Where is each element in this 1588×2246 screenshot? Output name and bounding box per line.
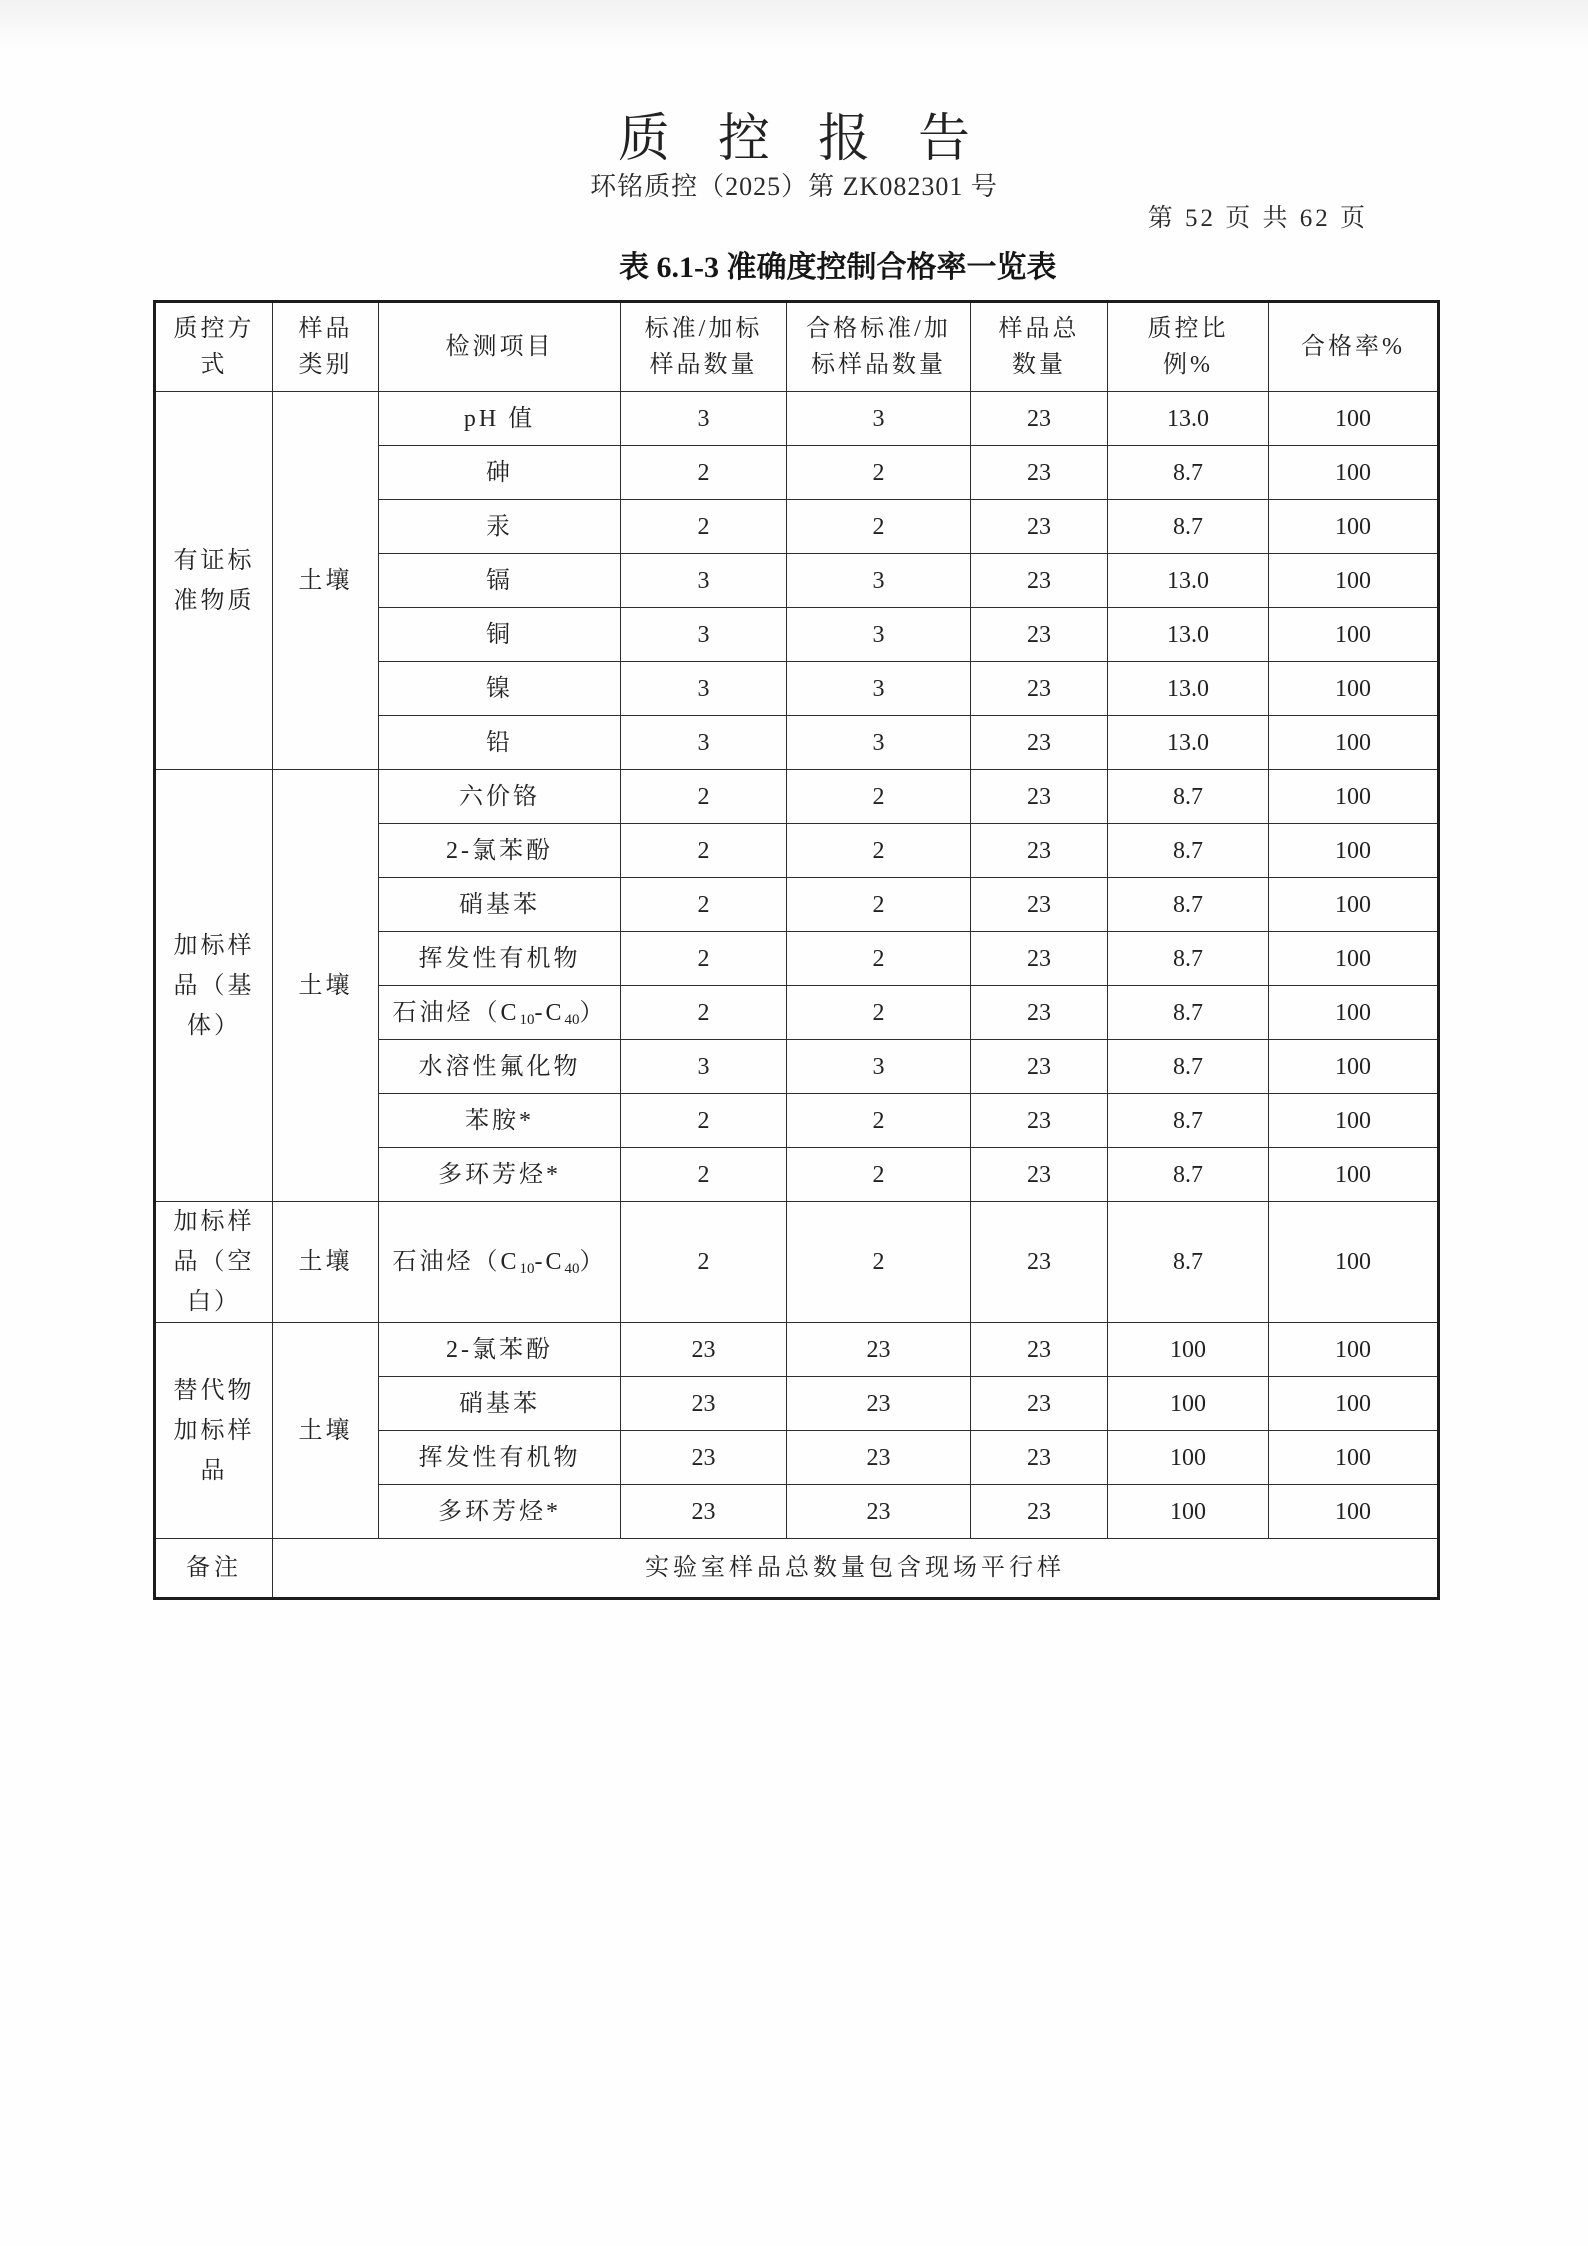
ratio-cell: 8.7 [1108, 932, 1269, 986]
pass-count-cell: 23 [787, 1323, 971, 1377]
ratio-cell: 8.7 [1108, 1094, 1269, 1148]
item-cell: 多环芳烃* [379, 1485, 621, 1539]
rate-cell: 100 [1269, 446, 1439, 500]
subscript: 10 [519, 1261, 535, 1277]
rate-cell: 100 [1269, 500, 1439, 554]
std-count-cell: 3 [621, 662, 787, 716]
header-item: 检测项目 [379, 302, 621, 392]
total-cell: 23 [971, 770, 1108, 824]
rate-cell: 100 [1269, 1094, 1439, 1148]
ratio-cell: 13.0 [1108, 392, 1269, 446]
rate-cell: 100 [1269, 554, 1439, 608]
total-cell: 23 [971, 986, 1108, 1040]
total-cell: 23 [971, 392, 1108, 446]
ratio-cell: 100 [1108, 1323, 1269, 1377]
total-cell: 23 [971, 1148, 1108, 1202]
ratio-cell: 8.7 [1108, 770, 1269, 824]
item-cell: 镍 [379, 662, 621, 716]
ratio-cell: 100 [1108, 1377, 1269, 1431]
total-cell: 23 [971, 1485, 1108, 1539]
std-count-cell: 23 [621, 1377, 787, 1431]
ratio-cell: 8.7 [1108, 1148, 1269, 1202]
page-indicator: 第 52 页 共 62 页 [1147, 205, 1368, 232]
total-cell: 23 [971, 932, 1108, 986]
pass-count-cell: 2 [787, 824, 971, 878]
header-ratio: 质控比 例% [1108, 302, 1269, 392]
header-sample-type: 样品 类别 [273, 302, 379, 392]
sample-type-cell: 土壤 [273, 770, 379, 1202]
std-count-cell: 2 [621, 878, 787, 932]
rate-cell: 100 [1269, 878, 1439, 932]
subscript: 10 [519, 1011, 535, 1028]
total-cell: 23 [971, 1431, 1108, 1485]
sample-type-cell: 土壤 [273, 392, 379, 770]
item-cell: 铅 [379, 716, 621, 770]
subscript: 40 [564, 1011, 580, 1028]
remark-label: 备注 [155, 1539, 273, 1599]
report-number: 环铭质控（2025）第 ZK082301 号 [590, 172, 998, 201]
remark-row [155, 1539, 1439, 1599]
pass-count-cell: 23 [787, 1431, 971, 1485]
table-body [155, 392, 1439, 1599]
ratio-cell: 8.7 [1108, 446, 1269, 500]
header-std-count: 标准/加标 样品数量 [621, 302, 787, 392]
ratio-cell: 13.0 [1108, 716, 1269, 770]
header-method: 质控方 式 [155, 302, 273, 392]
table-row [155, 770, 1439, 824]
pass-count-cell: 3 [787, 662, 971, 716]
ratio-cell: 8.7 [1108, 1202, 1269, 1323]
pass-count-cell: 23 [787, 1485, 971, 1539]
total-cell: 23 [971, 1040, 1108, 1094]
pass-count-cell: 3 [787, 716, 971, 770]
ratio-cell: 8.7 [1108, 986, 1269, 1040]
table-row [155, 392, 1439, 446]
std-count-cell: 2 [621, 1202, 787, 1323]
ratio-cell: 8.7 [1108, 824, 1269, 878]
header-rate: 合格率% [1269, 302, 1439, 392]
pass-count-cell: 2 [787, 1094, 971, 1148]
subscript: 40 [564, 1261, 580, 1277]
std-count-cell: 2 [621, 824, 787, 878]
ratio-cell: 8.7 [1108, 878, 1269, 932]
std-count-cell: 23 [621, 1431, 787, 1485]
std-count-cell: 2 [621, 770, 787, 824]
std-count-cell: 2 [621, 986, 787, 1040]
std-count-cell: 23 [621, 1323, 787, 1377]
rate-cell: 100 [1269, 392, 1439, 446]
header-total: 样品总 数量 [971, 302, 1108, 392]
total-cell: 23 [971, 608, 1108, 662]
ratio-cell: 13.0 [1108, 608, 1269, 662]
sample-type-cell: 土壤 [273, 1323, 379, 1539]
pass-count-cell: 3 [787, 554, 971, 608]
pass-count-cell: 2 [787, 932, 971, 986]
item-cell: pH 值 [379, 392, 621, 446]
total-cell: 23 [971, 1202, 1108, 1323]
rate-cell: 100 [1269, 608, 1439, 662]
ratio-cell: 8.7 [1108, 500, 1269, 554]
std-count-cell: 2 [621, 932, 787, 986]
rate-cell: 100 [1269, 1485, 1439, 1539]
item-cell: 硝基苯 [379, 878, 621, 932]
pass-count-cell: 2 [787, 770, 971, 824]
rate-cell: 100 [1269, 1431, 1439, 1485]
pass-count-cell: 2 [787, 1202, 971, 1323]
header-pass-count: 合格标准/加 标样品数量 [787, 302, 971, 392]
std-count-cell: 2 [621, 500, 787, 554]
total-cell: 23 [971, 1377, 1108, 1431]
item-cell: 铜 [379, 608, 621, 662]
item-cell: 2-氯苯酚 [379, 824, 621, 878]
item-cell: 2-氯苯酚 [379, 1323, 621, 1377]
ratio-cell: 13.0 [1108, 554, 1269, 608]
std-count-cell: 2 [621, 446, 787, 500]
item-cell: 硝基苯 [379, 1377, 621, 1431]
qc-method-cell: 加标样 品（基 体） [155, 770, 273, 1202]
table-row [155, 1323, 1439, 1377]
pass-count-cell: 3 [787, 1040, 971, 1094]
rate-cell: 100 [1269, 824, 1439, 878]
table-row [155, 1202, 1439, 1323]
scan-artifact [0, 0, 1588, 52]
total-cell: 23 [971, 554, 1108, 608]
std-count-cell: 3 [621, 554, 787, 608]
std-count-cell: 3 [621, 716, 787, 770]
qc-method-cell: 有证标 准物质 [155, 392, 273, 770]
item-cell: 挥发性有机物 [379, 1431, 621, 1485]
rate-cell: 100 [1269, 1202, 1439, 1323]
total-cell: 23 [971, 878, 1108, 932]
item-cell: 汞 [379, 500, 621, 554]
qc-method-cell: 加标样 品（空 白） [155, 1202, 273, 1323]
item-cell: 挥发性有机物 [379, 932, 621, 986]
item-cell: 石油烃$(C_{10}-C_{40})$ [379, 1202, 621, 1323]
total-cell: 23 [971, 500, 1108, 554]
pass-count-cell: 3 [787, 392, 971, 446]
rate-cell: 100 [1269, 986, 1439, 1040]
item-cell: 镉 [379, 554, 621, 608]
rate-cell: 100 [1269, 1323, 1439, 1377]
rate-cell: 100 [1269, 1377, 1439, 1431]
std-count-cell: 2 [621, 1148, 787, 1202]
ratio-cell: 8.7 [1108, 1040, 1269, 1094]
pass-count-cell: 2 [787, 1148, 971, 1202]
pass-count-cell: 2 [787, 500, 971, 554]
rate-cell: 100 [1269, 716, 1439, 770]
std-count-cell: 23 [621, 1485, 787, 1539]
std-count-cell: 2 [621, 1094, 787, 1148]
table-header-row [155, 302, 1439, 392]
pass-count-cell: 2 [787, 446, 971, 500]
rate-cell: 100 [1269, 662, 1439, 716]
pass-count-cell: 23 [787, 1377, 971, 1431]
std-count-cell: 3 [621, 608, 787, 662]
rate-cell: 100 [1269, 1148, 1439, 1202]
remark-text: 实验室样品总数量包含现场平行样 [273, 1539, 1439, 1599]
item-cell: 苯胺* [379, 1094, 621, 1148]
item-cell: 多环芳烃* [379, 1148, 621, 1202]
item-cell: 砷 [379, 446, 621, 500]
item-cell: 六价铬 [379, 770, 621, 824]
total-cell: 23 [971, 1094, 1108, 1148]
std-count-cell: 3 [621, 1040, 787, 1094]
total-cell: 23 [971, 716, 1108, 770]
item-cell: 水溶性氟化物 [379, 1040, 621, 1094]
total-cell: 23 [971, 1323, 1108, 1377]
pass-count-cell: 2 [787, 986, 971, 1040]
table-caption: 表 6.1-3 准确度控制合格率一览表 [619, 251, 1057, 284]
item-cell: 石油烃$(C_{10}-C_{40})$ [379, 986, 621, 1040]
qc-method-cell: 替代物 加标样 品 [155, 1323, 273, 1539]
rate-cell: 100 [1269, 1040, 1439, 1094]
rate-cell: 100 [1269, 770, 1439, 824]
total-cell: 23 [971, 446, 1108, 500]
total-cell: 23 [971, 824, 1108, 878]
sample-type-cell: 土壤 [273, 1202, 379, 1323]
std-count-cell: 3 [621, 392, 787, 446]
pass-count-cell: 2 [787, 878, 971, 932]
accuracy-qc-table [153, 300, 1440, 1600]
ratio-cell: 100 [1108, 1431, 1269, 1485]
ratio-cell: 13.0 [1108, 662, 1269, 716]
rate-cell: 100 [1269, 932, 1439, 986]
ratio-cell: 100 [1108, 1485, 1269, 1539]
pass-count-cell: 3 [787, 608, 971, 662]
report-title: 质控报告 [617, 111, 1018, 168]
total-cell: 23 [971, 662, 1108, 716]
